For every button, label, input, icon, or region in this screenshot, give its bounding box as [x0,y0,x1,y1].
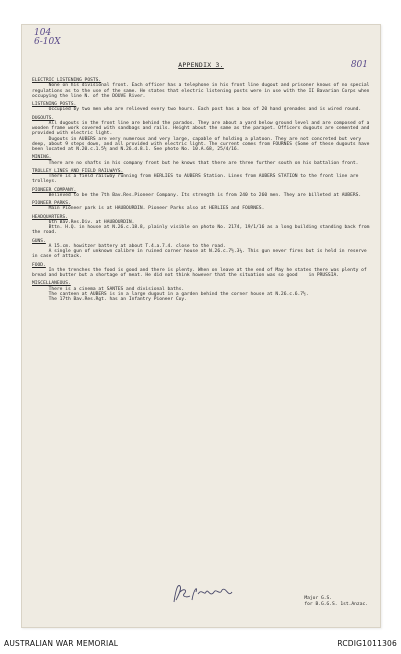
section-heading: TROLLEY LINES AND FIELD RAILWAYS. [32,168,124,174]
document-body [32,75,373,302]
section-text: A 15.cm. howitzer battery at about T.4.a.7.4. close to the road. A single gun of unknown calibre in ruined corner house at N.26.c.7½.3¼. This gun never fires but is held in reserve in case of attack. [32,243,367,260]
record-id: RCDIG1011306 [337,639,397,648]
section-text: There is a field railway running from HERLIES to AUBERS Station. Lines from AUBERS STATION to the front line are trolleys. [32,174,362,185]
section-text: Believed to be the 7th Bav.Res.Pioneer Company. Its strength is from 240 to 260 men. They are billeted at AUBERS. [32,192,362,198]
section-heading: HEADQUARTERS. [32,214,68,220]
section-text: There are no shafts in his company front but he knows that there are three further south on his battalion front. [32,160,359,166]
archive-name: AUSTRALIAN WAR MEMORIAL [4,639,119,648]
section-heading: MISCELLANEOUS. [32,281,71,287]
appendix-title: APPENDIX 3. [178,61,224,69]
handwritten-ref-line-2: 6-10X [34,37,61,47]
section-heading: FOOD. [32,262,46,268]
section-text: In the trenches the food is good and there is plenty. When on leave at the end of May he states there was plenty of bread and butter but a shortage of meat. He did not think however that the situation was so good in PRUSSIA. [32,267,370,278]
signature-block [304,596,368,608]
handwritten-reference [34,29,61,47]
section-heading: MINING. [32,155,52,161]
archive-footer [0,632,401,654]
section-text: Occupied by two men who are relieved every two hours. Each post has a box of 20 hand grenades and is wired round. [32,107,362,113]
section-text: None on his divisional front. Each officer has a telephone in his front line dugout and prisoner knows of no special regulations as to the use of the same. He states that electric listening posts were in use with the II Bavarian Corps when occupying the line N. of the DOUVE River. [32,83,373,99]
section-heading: PIONEER PARKS. [32,201,71,206]
section-heading: DUGOUTS. [32,115,55,121]
handwritten-ref-line-1: 104 [34,28,52,38]
handwritten-signature [170,580,240,610]
handwritten-page-number: 801 [350,60,368,70]
signature-for: for B.G.G.S. 1st.Anzac. [304,602,368,607]
signature-rank: Major G.S. [304,596,333,601]
document-page [21,24,381,628]
section-text: 6th Bav.Res.Div. at HAUBOURDIN. Bttn. H.Q. in house at N.26.c.18.8, plainly visible on photo No. 2174, 19/1/16 as a long building standing back from the road. [32,219,370,236]
section-heading: GUNS. [32,238,46,244]
section-text: There is a cinema at SANTES and divisional baths. The canteen at AUBERS is in a large dugout in a garden behind the corner house at N.26.c.6.7½. The 17th Bav.Res.Rgt. has an Infantry Pioneer Coy. [48,286,309,302]
section-heading: ELECTRIC LISTENING POSTS. [32,78,102,83]
section-heading: LISTENING POSTS. [32,102,77,107]
section-text: All dugouts in the front line are behind the parados. They are about a yard below ground level and are composed of a wooden frame work covered with sandbags and rails. Height about the same as the parapet. Officers dugouts are cemented and provided with electric light. Dugouts in AUBERS are very numerous and very large, capable of holding a platoon. They are not concreted but very deep, about 9 steps down, and all provided with electric light. The current comes from FOURNES (Some of these dugouts have been located at N.20.c.1.5½ and N.26.d.8.1. See photo No. 10.A.68, 25/4/16. [32,120,370,152]
section-text: Main Pioneer park is at HAUBOURDIN. Pioneer Parks also at HERLIES and FOURNES. [32,206,265,212]
section-heading: PIONEER COMPANY. [32,187,77,193]
